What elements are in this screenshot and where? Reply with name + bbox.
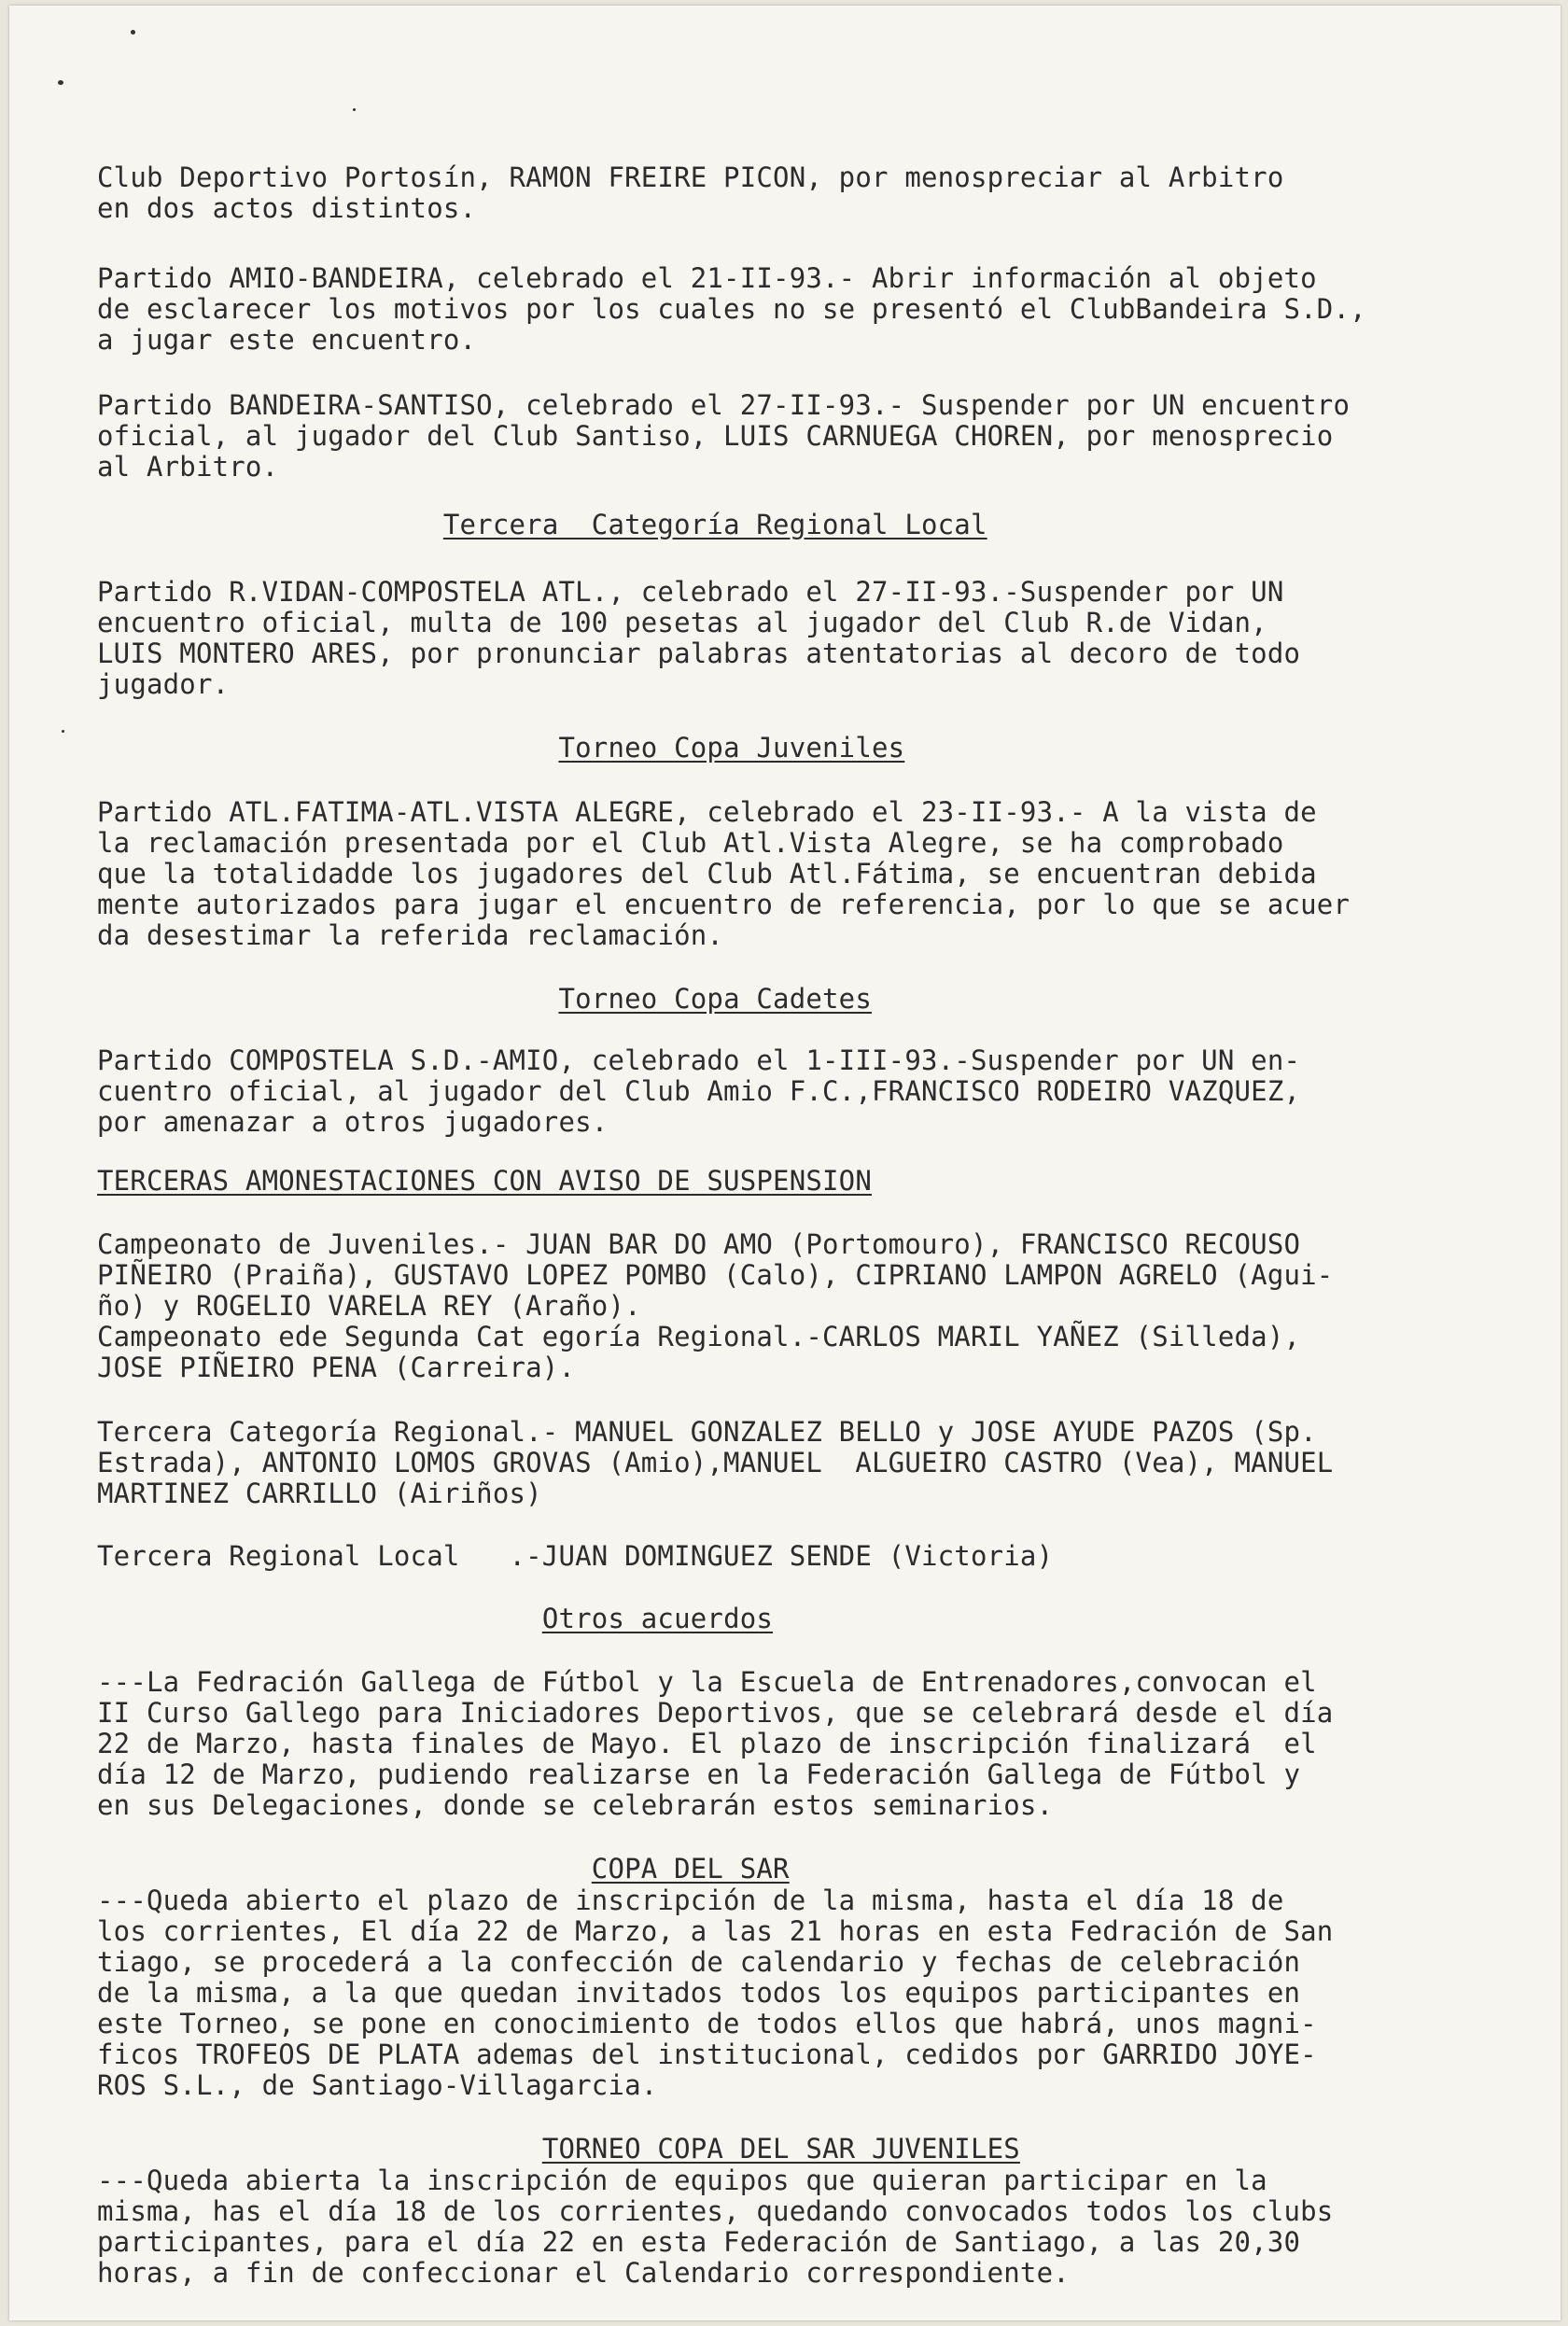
ink-speck [353, 108, 356, 111]
paragraph [97, 1541, 1053, 1572]
text-line: Partido ATL.FATIMA-ATL.VISTA ALEGRE, celebrado el 23-II-93.- A la vista de [97, 796, 1317, 828]
text-line: Campeonato de Juveniles.- JUAN BAR DO AMO (Portomouro), FRANCISCO RECOUSO [97, 1228, 1301, 1260]
text-line: Partido AMIO-BANDEIRA, celebrado el 21-II-93.- Abrir información al objeto [97, 262, 1317, 294]
text-line: misma, has el día 18 de los corrientes, quedando convocados todos los clubs [97, 2195, 1334, 2227]
text-line: en dos actos distintos. [97, 192, 477, 224]
text-line: día 12 de Marzo, pudiendo realizarse en la Federación Gallega de Fútbol y [97, 1759, 1301, 1790]
text-line: Campeonato ede Segunda Cat egoría Regional.-CARLOS MARIL YAÑEZ (Silleda), [97, 1321, 1301, 1352]
paragraph [97, 1885, 1333, 2101]
section-heading-text: COPA DEL SAR [591, 1853, 790, 1885]
paragraph [97, 390, 1350, 483]
text-line: da desestimar la referida reclamación. [97, 919, 724, 951]
text-line: mente autorizados para jugar el encuentro de referencia, por lo que se acuer [97, 889, 1351, 920]
text-line: Partido BANDEIRA-SANTISO, celebrado el 27-II-93.- Suspender por UN encuentro [97, 389, 1351, 421]
text-line: jugador. [97, 668, 230, 700]
paragraph [97, 577, 1300, 700]
paragraph [97, 2165, 1333, 2289]
section-heading [97, 1854, 790, 1885]
text-line: 22 de Marzo, hasta finales de Mayo. El plazo de inscripción finalizará el [97, 1728, 1317, 1759]
text-line: que la totalidadde los jugadores del Club Atl.Fátima, se encuentran debida [97, 858, 1317, 890]
text-line: PIÑEIRO (Praiña), GUSTAVO LOPEZ POMBO (Calo), CIPRIANO LAMPON AGRELO (Agui- [97, 1259, 1334, 1291]
text-line: Partido R.VIDAN-COMPOSTELA ATL., celebrado el 27-II-93.-Suspender por UN [97, 576, 1284, 608]
text-line: Club Deportivo Portosín, RAMON FREIRE PICON, por menospreciar al Arbitro [97, 161, 1284, 193]
paragraph [97, 1045, 1300, 1138]
text-line: II Curso Gallego para Iniciadores Deportivos, que se celebrará desde el día [97, 1697, 1334, 1729]
text-line: tiago, se procederá a la confección de calendario y fechas de celebración [97, 1946, 1301, 1978]
text-line: ---Queda abierta la inscripción de equipos que quieran participar en la [97, 2165, 1267, 2196]
section-heading [97, 2134, 1020, 2165]
section-heading-text: Torneo Copa Cadetes [558, 983, 872, 1015]
section-heading [97, 1604, 773, 1634]
text-line: ---Queda abierto el plazo de inscripción de la misma, hasta el día 18 de [97, 1885, 1284, 1916]
section-heading-text: Tercera Categoría Regional Local [442, 509, 987, 540]
text-line: ---La Fedración Gallega de Fútbol y la Escuela de Entrenadores,convocan el [97, 1666, 1317, 1698]
section-heading [97, 510, 987, 540]
text-line: Partido COMPOSTELA S.D.-AMIO, celebrado el 1-III-93.-Suspender por UN en- [97, 1044, 1301, 1076]
text-line: en sus Delegaciones, donde se celebrarán estos seminarios. [97, 1789, 1054, 1821]
text-line: de la misma, a la que quedan invitados todos los equipos participantes en [97, 1977, 1301, 2009]
text-line: cuentro oficial, al jugador del Club Amio F.C.,FRANCISCO RODEIRO VAZQUEZ, [97, 1075, 1301, 1107]
ink-speck [58, 80, 63, 85]
section-heading-text: Otros acuerdos [541, 1603, 774, 1634]
text-line: la reclamación presentada por el Club Atl.Vista Alegre, se ha comprobado [97, 827, 1284, 859]
text-line: de esclarecer los motivos por los cuales no se presentó el ClubBandeira S.D., [97, 293, 1366, 325]
section-heading-text: TERCERAS AMONESTACIONES CON AVISO DE SUSPENSION [97, 1165, 872, 1197]
text-line: participantes, para el día 22 en esta Federación de Santiago, a las 20,30 [97, 2226, 1301, 2258]
text-line: al Arbitro. [97, 451, 279, 483]
text-line: ficos TROFEOS DE PLATA ademas del institucional, cedidos por GARRIDO JOYE- [97, 2039, 1317, 2070]
section-heading [97, 1166, 872, 1197]
text-line: JOSE PIÑEIRO PENA (Carreira). [97, 1352, 576, 1383]
text-line: Tercera Categoría Regional.- MANUEL GONZALEZ BELLO y JOSE AYUDE PAZOS (Sp. [97, 1416, 1317, 1448]
text-line: por amenazar a otros jugadores. [97, 1106, 609, 1138]
text-line: horas, a fin de confeccionar el Calendario correspondiente. [97, 2257, 1070, 2289]
paragraph [97, 263, 1366, 356]
text-line: Tercera Regional Local .-JUAN DOMINGUEZ SENDE (Victoria) [97, 1540, 1054, 1572]
paragraph [97, 797, 1350, 951]
text-line: este Torneo, se pone en conocimiento de todos ellos que habrá, unos magni- [97, 2008, 1317, 2039]
text-line: ROS S.L., de Santiago-Villagarcia. [97, 2069, 658, 2101]
ink-speck [62, 730, 64, 733]
paragraph [97, 1417, 1333, 1509]
ink-speck [131, 30, 135, 35]
section-heading-text: TORNEO COPA DEL SAR JUVENILES [541, 2133, 1020, 2165]
text-line: MARTINEZ CARRILLO (Airiños) [97, 1478, 542, 1509]
text-line: a jugar este encuentro. [97, 324, 477, 356]
text-line: oficial, al jugador del Club Santiso, LUIS CARNUEGA CHOREN, por menosprecio [97, 420, 1334, 452]
section-heading [97, 984, 872, 1015]
section-heading [97, 733, 904, 764]
paragraph [97, 1229, 1333, 1383]
text-line: Estrada), ANTONIO LOMOS GROVAS (Amio),MANUEL ALGUEIRO CASTRO (Vea), MANUEL [97, 1447, 1334, 1478]
section-heading-text: Torneo Copa Juveniles [558, 732, 905, 764]
document-page [9, 6, 1561, 2320]
text-line: los corrientes, El día 22 de Marzo, a las 21 horas en esta Fedración de San [97, 1915, 1334, 1947]
paragraph [97, 162, 1283, 224]
text-line: ño) y ROGELIO VARELA REY (Araño). [97, 1290, 641, 1322]
paragraph [97, 1667, 1333, 1821]
text-line: encuentro oficial, multa de 100 pesetas al jugador del Club R.de Vidan, [97, 607, 1267, 638]
text-line: LUIS MONTERO ARES, por pronunciar palabras atentatorias al decoro de todo [97, 638, 1301, 669]
